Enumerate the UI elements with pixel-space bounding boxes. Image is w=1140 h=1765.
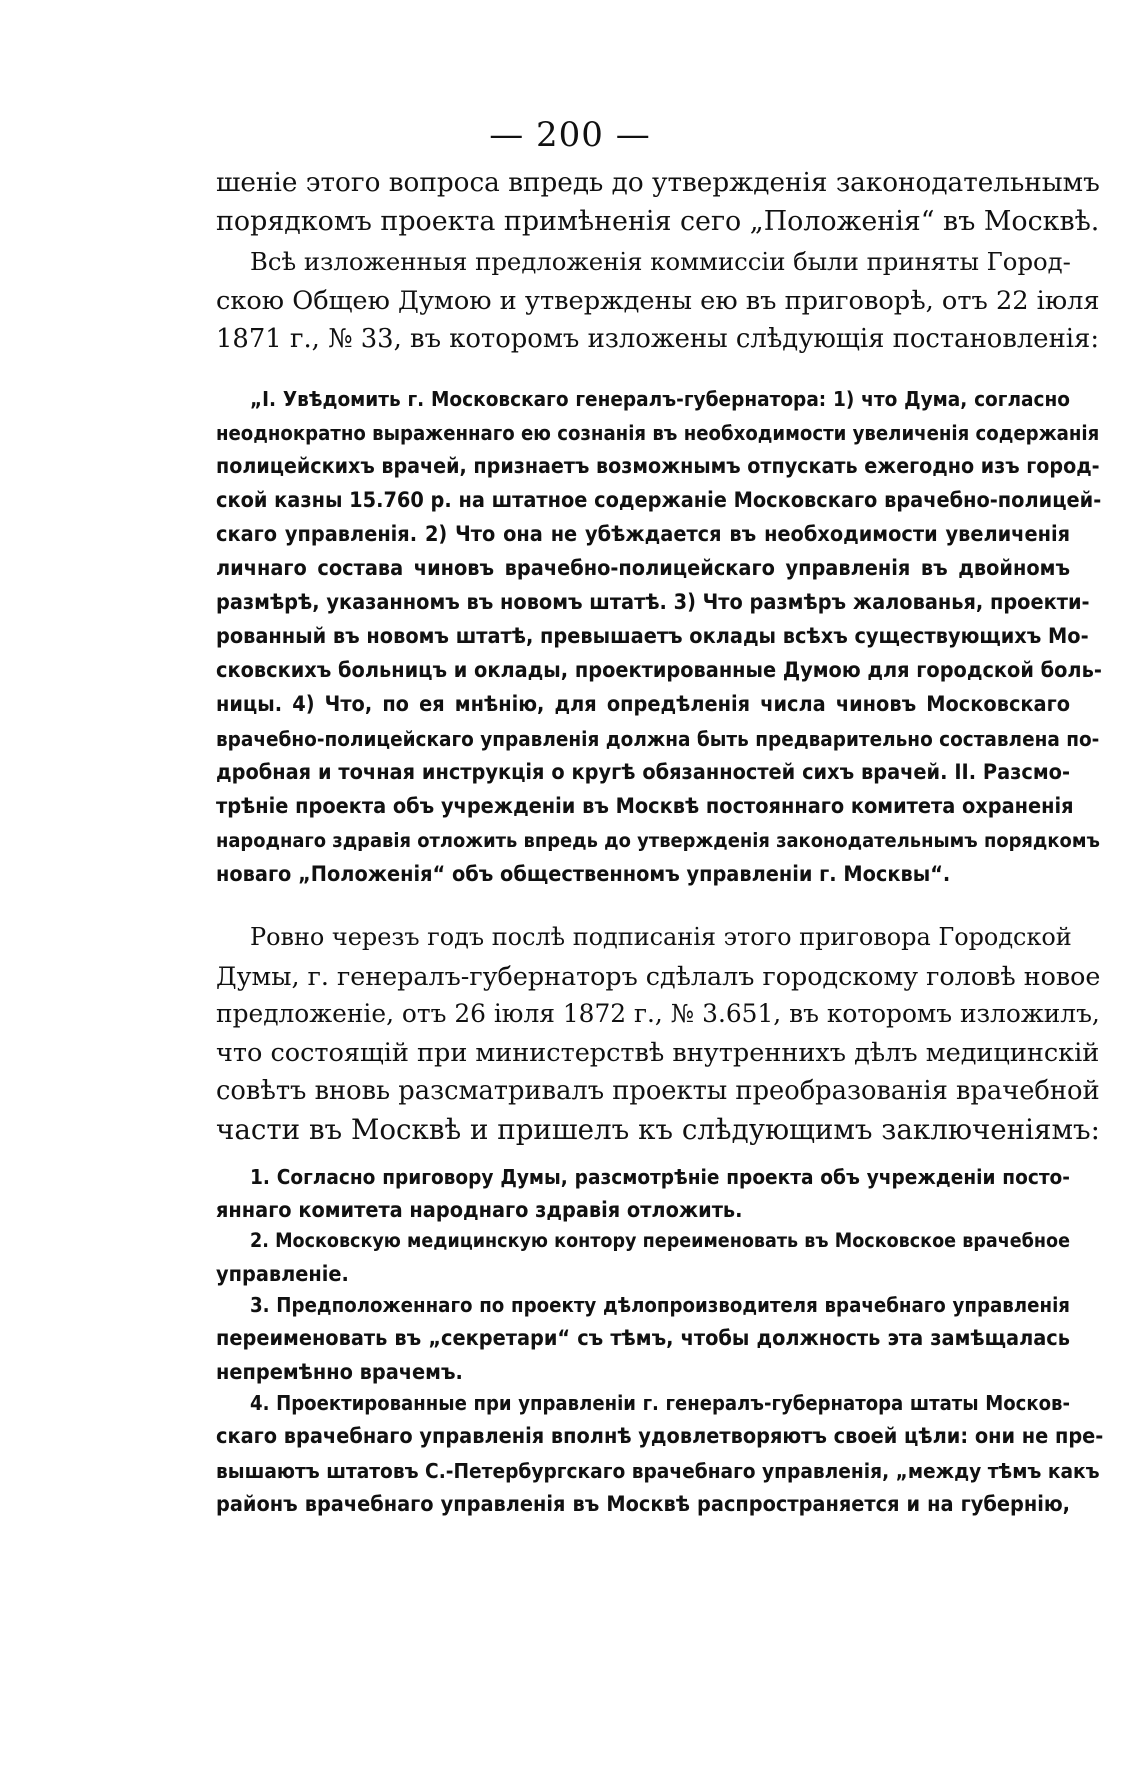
text-line: районъ врачебнаго управленія въ Москвѣ распространяется и на губернію, bbox=[216, 1492, 1070, 1517]
text-line: совѣтъ вновь разсматривалъ проекты преобразованія врачебной bbox=[216, 1076, 1100, 1106]
text-line: Всѣ изложенныя предложенія коммиссіи были приняты Город- bbox=[250, 247, 1071, 276]
text-line: скою Общею Думою и утверждены ею въ приговорѣ, отъ 22 іюля bbox=[216, 285, 1100, 316]
list-item bbox=[216, 1288, 1070, 1390]
text-line: Ровно черезъ годъ послѣ подписанія этого приговора Городской bbox=[250, 923, 1072, 951]
list-item bbox=[216, 1224, 1070, 1292]
text-line: 1. Согласно приговору Думы, разсмотрѣніе проекта объ учрежденіи посто- bbox=[250, 1165, 1070, 1189]
list-item bbox=[216, 1386, 1104, 1522]
list-item bbox=[216, 1160, 1070, 1228]
text-line: ской казны 15.760 р. на штатное содержаніе Московскаго врачебно-полицей- bbox=[216, 488, 1102, 513]
text-line: личнаго состава чиновъ врачебно-полицейскаго управленія въ двойномъ bbox=[216, 556, 1070, 581]
text-line: 4. Проектированные при управленіи г. генералъ-губернатора штаты Москов- bbox=[250, 1391, 1070, 1415]
paragraph-accepted bbox=[216, 243, 1100, 359]
text-line: скаго управленія. 2) Что она не убѣждается въ необходимости увеличенія bbox=[216, 522, 1070, 547]
paragraph-intro bbox=[216, 164, 1100, 241]
text-line: сковскихъ больницъ и оклады, проектированные Думою для городской боль- bbox=[216, 658, 1102, 683]
text-line: предложеніе, отъ 26 іюля 1872 г., № 3.651, въ которомъ изложилъ, bbox=[216, 999, 1100, 1028]
text-line: трѣніе проекта объ учрежденіи въ Москвѣ постояннаго комитета охраненія bbox=[216, 794, 1074, 819]
text-line: рованный въ новомъ штатѣ, превышаетъ оклады всѣхъ существующихъ Мо- bbox=[216, 624, 1089, 649]
text-line: вышаютъ штатовъ С.-Петербургскаго врачебнаго управленія, „между тѣмъ какъ bbox=[216, 1459, 1100, 1483]
text-line: ницы. 4) Что, по ея мнѣнію, для опредѣленія числа чиновъ Московскаго bbox=[216, 692, 1070, 717]
text-line: 1871 г., № 33, въ которомъ изложены слѣдующія постановленія: bbox=[216, 324, 1100, 354]
text-line: врачебно-полицейскаго управленія должна быть предварительно составлена по- bbox=[216, 727, 1100, 751]
text-line: народнаго здравія отложить впредь до утвержденія законодательнымъ порядкомъ bbox=[216, 829, 1100, 852]
text-line: управленіе. bbox=[216, 1262, 349, 1287]
text-line: скаго врачебнаго управленія вполнѣ удовлетворяютъ своей цѣли: они не пре- bbox=[216, 1424, 1104, 1449]
text-line: дробная и точная инструкція о кругѣ обязанностей сихъ врачей. II. Разсмо- bbox=[216, 760, 1070, 785]
paragraph-year-later bbox=[216, 918, 1101, 1149]
text-line: размѣрѣ, указанномъ въ новомъ штатѣ. 3) Что размѣръ жалованья, проекти- bbox=[216, 590, 1090, 615]
text-line: „I. Увѣдомить г. Московскаго генералъ-губернатора: 1) что Дума, согласно bbox=[250, 387, 1070, 411]
text-line: части въ Москвѣ и пришелъ къ слѣдующимъ заключеніямъ: bbox=[216, 1112, 1100, 1146]
text-line: неоднократно выраженнаго ею сознанія въ необходимости увеличенія содержанія bbox=[216, 421, 1100, 445]
text-line: новаго „Положенія“ объ общественномъ управленіи г. Москвы“. bbox=[216, 862, 951, 887]
text-line: полицейскихъ врачей, признаетъ возможнымъ отпускать ежегодно изъ город- bbox=[216, 454, 1100, 479]
text-line: 3. Предположеннаго по проекту дѣлопроизводителя врачебнаго управленія bbox=[250, 1293, 1070, 1317]
text-line: 2. Московскую медицинскую контору переименовать въ Московское врачебное bbox=[250, 1229, 1070, 1252]
text-line: переименовать въ „секретари“ съ тѣмъ, чтобы должность эта замѣщалась bbox=[216, 1326, 1070, 1351]
text-line: порядкомъ проекта примѣненія сего „Положенія“ въ Москвѣ. bbox=[216, 205, 1100, 237]
text-line: шеніе этого вопроса впредь до утвержденія законодательнымъ bbox=[216, 168, 1100, 198]
conclusions-list bbox=[216, 1160, 1104, 1522]
text-line: что состоящій при министерствѣ внутреннихъ дѣлъ медицинскій bbox=[216, 1037, 1100, 1068]
text-line: непремѣнно врачемъ. bbox=[216, 1360, 463, 1385]
text-line: яннаго комитета народнаго здравія отложить. bbox=[216, 1198, 743, 1223]
text-line: Думы, г. генералъ-губернаторъ сдѣлалъ городскому головѣ новое bbox=[216, 960, 1101, 991]
quoted-resolution bbox=[216, 382, 1102, 892]
page-number: — 200 — bbox=[489, 115, 651, 155]
